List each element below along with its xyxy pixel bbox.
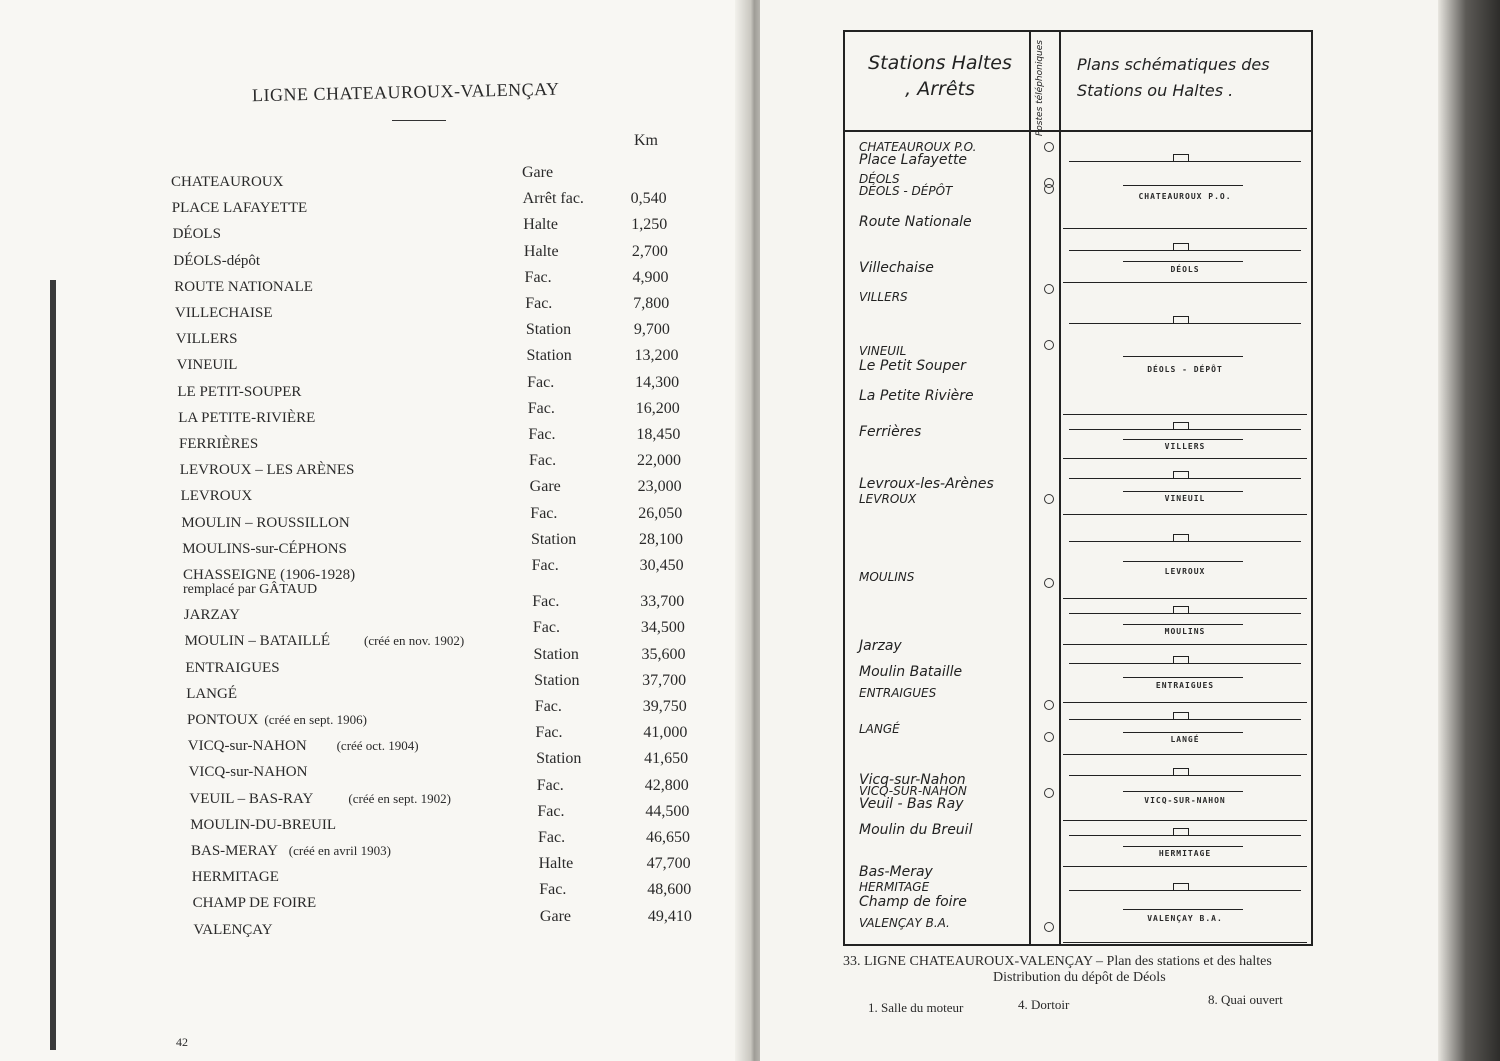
station-km: 35,600: [641, 645, 686, 663]
telephone-marker: [1044, 340, 1054, 350]
station-label: Place Lafayette: [859, 152, 968, 168]
station-type: Fac.: [531, 557, 559, 574]
station-type: Fac.: [536, 776, 564, 794]
plans-column-header: Plans schématiques des Stations ou Haltes .: [1077, 55, 1270, 100]
siding-track-line: [1123, 261, 1243, 262]
track-diagram: [1063, 600, 1307, 644]
diagram-label: CHATEAUROUX P.O.: [1138, 192, 1232, 201]
track-diagram: [1063, 236, 1307, 282]
station-km: 0,540: [630, 190, 667, 208]
station-km: 34,500: [640, 619, 685, 637]
station-km: 47,700: [646, 855, 691, 873]
station-building-icon: [1173, 606, 1189, 614]
station-label: LANGÉ: [859, 722, 900, 736]
caption-line-2: Distribution du dépôt de Déols: [993, 970, 1166, 985]
km-column-header: Km: [634, 132, 658, 149]
station-label: ENTRAIGUES: [859, 686, 937, 700]
station-label: Villechaise: [859, 260, 934, 276]
station-label: Moulin Bataille: [859, 664, 963, 680]
station-name: VICQ-sur-NAHON: [187, 738, 307, 755]
track-diagram: [1063, 132, 1307, 228]
station-name: VICQ-sur-NAHON: [188, 764, 308, 781]
diagram-label: DÉOLS - DÉPÔT: [1147, 365, 1223, 374]
station-km: 4,900: [632, 268, 669, 286]
siding-track-line: [1123, 356, 1243, 357]
track-diagram: [1063, 868, 1307, 942]
caption-line-1: 33. LIGNE CHATEAUROUX-VALENÇAY – Plan des stations et des haltes: [843, 954, 1272, 969]
station-label: MOULINS: [859, 570, 915, 584]
station-type: Fac.: [528, 426, 556, 443]
station-label: Bas-Meray: [859, 864, 933, 880]
row-separator: [1063, 282, 1307, 283]
station-type: Station: [526, 347, 572, 365]
station-km: 48,600: [647, 881, 692, 899]
diagram-label: VINEUIL: [1164, 494, 1206, 503]
legend-item: 8. Quai ouvert: [1208, 992, 1283, 1007]
diagram-label: VILLERS: [1164, 442, 1206, 451]
row-separator: [1063, 702, 1307, 703]
station-km: 18,450: [636, 426, 681, 443]
station-type: Gare: [529, 478, 561, 496]
station-type: Fac.: [539, 881, 567, 899]
station-row: [183, 557, 723, 597]
station-type: Fac.: [532, 593, 560, 611]
station-label: CHATEAUROUX P.O.: [859, 140, 977, 154]
station-type: Station: [530, 530, 577, 548]
title-divider: [392, 120, 446, 121]
station-km: 26,050: [638, 504, 683, 522]
row-separator: [1063, 414, 1307, 415]
station-label: DÉOLS - DÉPÔT: [859, 184, 953, 198]
column-divider: [1029, 32, 1031, 944]
station-name: VEUIL – BAS-RAY: [189, 790, 314, 807]
siding-track-line: [1123, 677, 1243, 678]
station-name: MOULIN – ROUSSILLON: [181, 514, 350, 531]
station-label: Le Petit Souper: [859, 358, 966, 374]
track-diagram: [1063, 704, 1307, 754]
station-km: 22,000: [637, 452, 682, 470]
station-name: VILLECHAISE: [175, 305, 273, 321]
station-building-icon: [1173, 712, 1189, 720]
station-km: 37,700: [642, 671, 687, 689]
track-diagram: [1063, 756, 1307, 820]
siding-track-line: [1123, 624, 1243, 625]
station-building-icon: [1173, 768, 1189, 776]
station-name: LEVROUX – LES ARÈNES: [179, 462, 355, 479]
station-note: (créé en avril 1903): [288, 843, 391, 858]
station-name: PONTOUX: [187, 712, 259, 728]
station-name: LANGÉ: [186, 685, 238, 702]
diagram-label: MOULINS: [1164, 627, 1206, 636]
station-km: 23,000: [637, 478, 682, 496]
station-name: VILLERS: [175, 331, 238, 348]
station-label: Levroux-les-Arènes: [859, 476, 994, 492]
station-label: Veuil - Bas Ray: [859, 796, 964, 812]
station-type: Fac.: [524, 268, 552, 286]
station-label: DÉOLS: [859, 172, 900, 186]
stations-column-header: Stations Haltes , Arrêts: [868, 52, 1012, 100]
station-label: Champ de foire: [859, 894, 967, 910]
station-name: BAS-MERAY: [191, 843, 278, 859]
figure-caption: [843, 954, 1363, 986]
station-type: Halte: [523, 216, 558, 234]
telephone-marker: [1044, 578, 1054, 588]
station-note: remplacé par GÂTAUD: [183, 582, 318, 597]
station-building-icon: [1173, 154, 1189, 162]
legend-item: 4. Dortoir: [1018, 997, 1070, 1012]
page-number: 42: [176, 1035, 188, 1049]
station-label: La Petite Rivière: [859, 388, 974, 404]
station-building-icon: [1173, 534, 1189, 542]
station-note: (créé en sept. 1906): [264, 712, 367, 727]
station-label: Jarzay: [859, 638, 902, 654]
station-building-icon: [1173, 828, 1189, 836]
station-label: Vicq-sur-Nahon: [859, 772, 966, 788]
station-type: Gare: [522, 164, 554, 181]
station-building-icon: [1173, 656, 1189, 664]
track-diagram: [1063, 516, 1307, 598]
row-separator: [1063, 942, 1307, 943]
station-type: Fac.: [534, 698, 562, 715]
row-separator: [1063, 228, 1307, 229]
row-separator: [1063, 866, 1307, 867]
station-km: 39,750: [642, 698, 687, 715]
row-separator: [1063, 598, 1307, 599]
track-diagram: [1063, 462, 1307, 514]
station-km: 7,800: [633, 295, 670, 312]
telephone-marker: [1044, 922, 1054, 932]
station-km: 46,650: [646, 829, 690, 846]
siding-track-line: [1123, 439, 1243, 440]
station-name: LA PETITE-RIVIÈRE: [178, 409, 316, 426]
station-name: LEVROUX: [180, 488, 253, 505]
telephone-marker: [1044, 494, 1054, 504]
station-name: DÉOLS-dépôt: [173, 252, 261, 269]
station-name: JARZAY: [183, 607, 240, 624]
station-label: LEVROUX: [859, 492, 917, 506]
station-name: MOULIN-DU-BREUIL: [190, 816, 336, 833]
page-shadow-edge: [50, 280, 56, 1050]
station-label: VICQ-SUR-NAHON: [859, 784, 967, 798]
station-note: (créé en sept. 1902): [348, 790, 451, 806]
station-type: Station: [533, 645, 579, 663]
station-km: 16,200: [635, 399, 680, 417]
station-label: Moulin du Breuil: [859, 822, 973, 838]
siding-track-line: [1123, 846, 1243, 847]
station-building-icon: [1173, 316, 1189, 324]
station-type: Fac.: [537, 802, 565, 820]
station-name: CHASSEIGNE (1906-1928): [183, 567, 356, 583]
station-type: Fac.: [525, 295, 553, 312]
column-divider: [1059, 32, 1061, 944]
row-separator: [1063, 514, 1307, 515]
station-label: Route Nationale: [859, 214, 972, 230]
station-km: 28,100: [638, 530, 683, 548]
station-label: VINEUIL: [859, 344, 907, 358]
diagram-label: LANGÉ: [1170, 735, 1200, 744]
track-diagram: [1063, 646, 1307, 702]
telephone-marker: [1044, 284, 1054, 294]
station-building-icon: [1173, 243, 1189, 251]
track-diagram: [1063, 284, 1307, 414]
station-name: CHAMP DE FOIRE: [192, 895, 317, 912]
station-km: 30,450: [639, 557, 684, 574]
station-km: 44,500: [645, 802, 690, 820]
siding-track-line: [1123, 791, 1243, 792]
station-km: 13,200: [634, 347, 679, 365]
station-building-icon: [1173, 883, 1189, 891]
station-name: FERRIÈRES: [179, 436, 259, 452]
station-name: MOULIN – BATAILLÉ: [184, 633, 331, 650]
station-type: Fac.: [532, 619, 560, 637]
station-type: Fac.: [527, 399, 555, 417]
station-type: Fac.: [538, 829, 566, 846]
row-separator: [1063, 458, 1307, 459]
station-type: Fac.: [530, 504, 558, 522]
station-name: DÉOLS: [172, 226, 221, 243]
diagram-label: LEVROUX: [1164, 567, 1206, 576]
telephone-marker: [1044, 700, 1054, 710]
station-km: 42,800: [644, 776, 689, 794]
station-name: HERMITAGE: [191, 869, 279, 886]
station-km: 41,650: [644, 750, 689, 768]
station-type: Station: [534, 671, 580, 689]
station-km: 9,700: [633, 321, 670, 339]
station-type: Fac.: [529, 452, 557, 470]
track-diagram: [1063, 416, 1307, 458]
station-type: Halte: [523, 242, 559, 260]
station-type: Fac.: [535, 724, 563, 742]
station-name: CHATEAUROUX: [171, 174, 284, 190]
station-km: 33,700: [640, 593, 685, 611]
station-km: 1,250: [631, 216, 668, 234]
telephone-marker: [1044, 142, 1054, 152]
station-km: 14,300: [635, 373, 680, 391]
station-type: Station: [536, 750, 582, 768]
station-km: 41,000: [643, 724, 688, 742]
telephone-marker: [1044, 732, 1054, 742]
diagram-label: ENTRAIGUES: [1155, 681, 1215, 690]
station-building-icon: [1173, 471, 1189, 479]
station-note: (créé oct. 1904): [336, 738, 419, 754]
siding-track-line: [1123, 909, 1243, 910]
siding-track-line: [1123, 561, 1243, 562]
siding-track-line: [1123, 491, 1243, 492]
station-name: LE PETIT-SOUPER: [177, 383, 302, 400]
left-page: [0, 0, 740, 1061]
diagram-label: DÉOLS: [1170, 265, 1200, 274]
row-separator: [1063, 754, 1307, 755]
station-km: 2,700: [631, 242, 668, 260]
station-row: [193, 907, 733, 946]
station-type: Fac.: [527, 373, 555, 391]
row-separator: [1063, 644, 1307, 645]
station-label: HERMITAGE: [859, 880, 930, 894]
station-building-icon: [1173, 422, 1189, 430]
station-km: 49,410: [647, 907, 692, 925]
station-label: VALENÇAY B.A.: [859, 916, 950, 930]
station-name: MOULINS-sur-CÉPHONS: [182, 540, 347, 557]
station-label: Ferrières: [859, 424, 922, 440]
station-note: (créé en nov. 1902): [363, 633, 465, 649]
station-type: Halte: [538, 855, 574, 873]
station-type: Station: [525, 321, 572, 339]
station-name: PLACE LAFAYETTE: [171, 200, 308, 217]
siding-track-line: [1123, 732, 1243, 733]
station-name: ROUTE NATIONALE: [174, 278, 313, 295]
station-name: ENTRAIGUES: [185, 659, 280, 676]
track-diagram: [1063, 822, 1307, 866]
station-name: VALENÇAY: [193, 921, 273, 938]
station-label: VILLERS: [859, 290, 908, 304]
station-name: VINEUIL: [176, 357, 238, 374]
siding-track-line: [1123, 185, 1243, 186]
phones-column-header: Postes téléphoniques: [1035, 40, 1045, 137]
stations-table: [843, 30, 1313, 946]
diagram-label: VICQ-SUR-NAHON: [1144, 796, 1226, 805]
telephone-marker: [1044, 788, 1054, 798]
page-title: LIGNE CHATEAUROUX-VALENÇAY: [251, 78, 560, 106]
diagram-label: HERMITAGE: [1158, 849, 1212, 858]
page-edge-shadow: [1438, 0, 1500, 1061]
diagram-label: VALENÇAY B.A.: [1147, 914, 1223, 923]
legend-item: 1. Salle du moteur: [868, 1000, 964, 1015]
station-type: Arrêt fac.: [522, 190, 584, 208]
station-type: Gare: [539, 907, 571, 925]
row-separator: [1063, 820, 1307, 821]
telephone-marker: [1044, 184, 1054, 194]
